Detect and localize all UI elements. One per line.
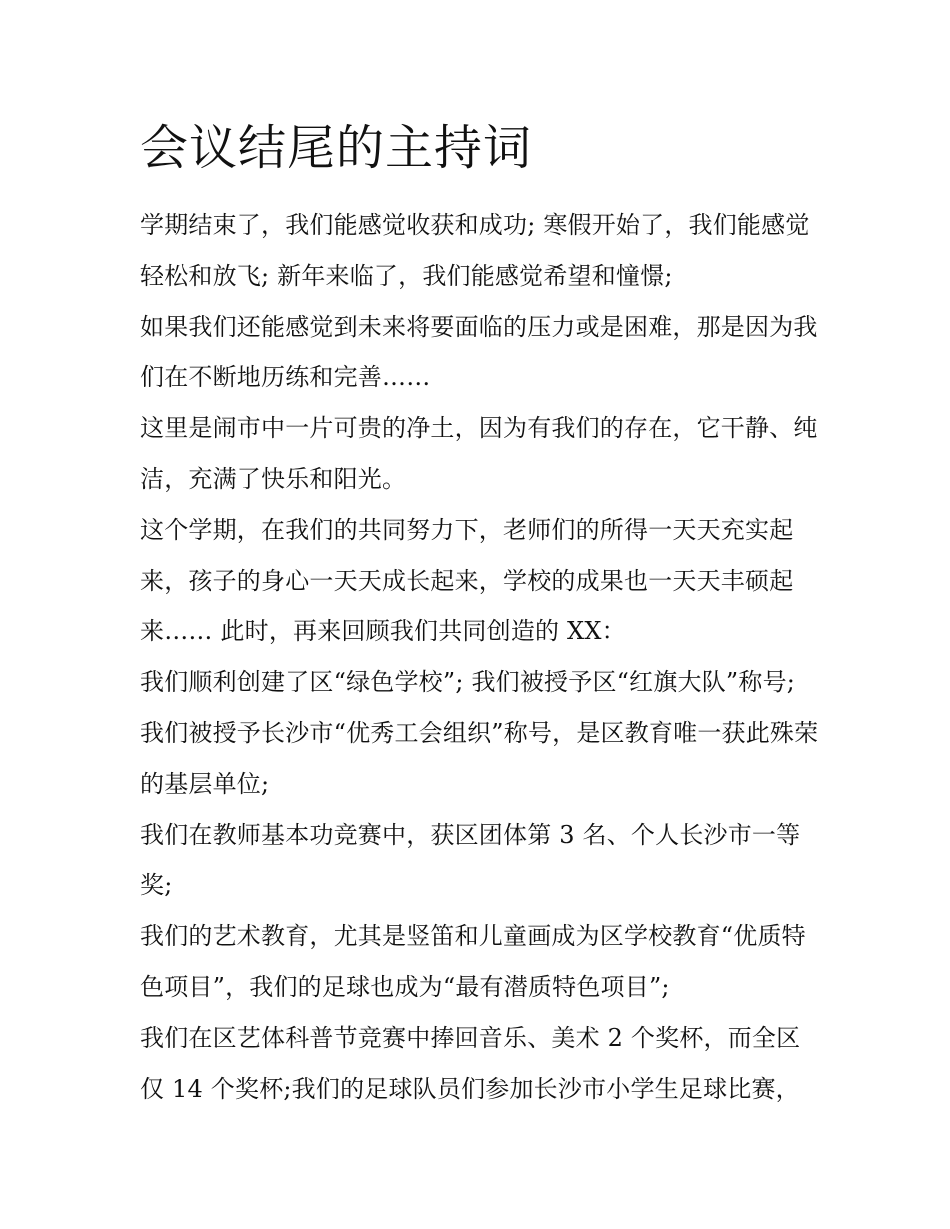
paragraph-9: 我们在区艺体科普节竞赛中捧回音乐、美术 2 个奖杯，而全区仅 14 个奖杯;我们的足球队员们参加长沙市小学生足球比赛， xyxy=(140,1023,801,1103)
paragraph-8: 我们的艺术教育，尤其是竖笛和儿童画成为区学校教育“优质特色项目”，我们的足球也成为“最有潜质特色项目”; xyxy=(140,922,806,1001)
paragraph-3: 这里是闹市中一片可贵的净土，因为有我们的存在，它干静、纯洁，充满了快乐和阳光。 xyxy=(140,414,818,493)
paragraph-5: 我们顺利创建了区“绿色学校”; 我们被授予区“红旗大队”称号; xyxy=(140,668,796,697)
paragraph-1: 学期结束了，我们能感觉收获和成功; 寒假开始了，我们能感觉轻松和放飞; 新年来临了，我们能感觉希望和憧憬; xyxy=(140,211,810,290)
document-title: 会议结尾的主持词 xyxy=(140,120,533,176)
paragraph-6: 我们被授予长沙市“优秀工会组织”称号，是区教育唯一获此殊荣的基层单位; xyxy=(140,718,819,798)
document-page xyxy=(140,112,820,1114)
paragraph-7: 我们在教师基本功竞赛中，获区团体第 3 名、个人长沙市一等奖; xyxy=(140,820,801,900)
paragraph-4: 这个学期，在我们的共同努力下，老师们的所得一天天充实起来，孩子的身心一天天成长起来，学校的成果也一天天丰硕起来…… 此时，再来回顾我们共同创造的 XX： xyxy=(140,515,794,646)
paragraph-2: 如果我们还能感觉到未来将要面临的压力或是困难，那是因为我们在不断地历练和完善…… xyxy=(140,312,818,392)
